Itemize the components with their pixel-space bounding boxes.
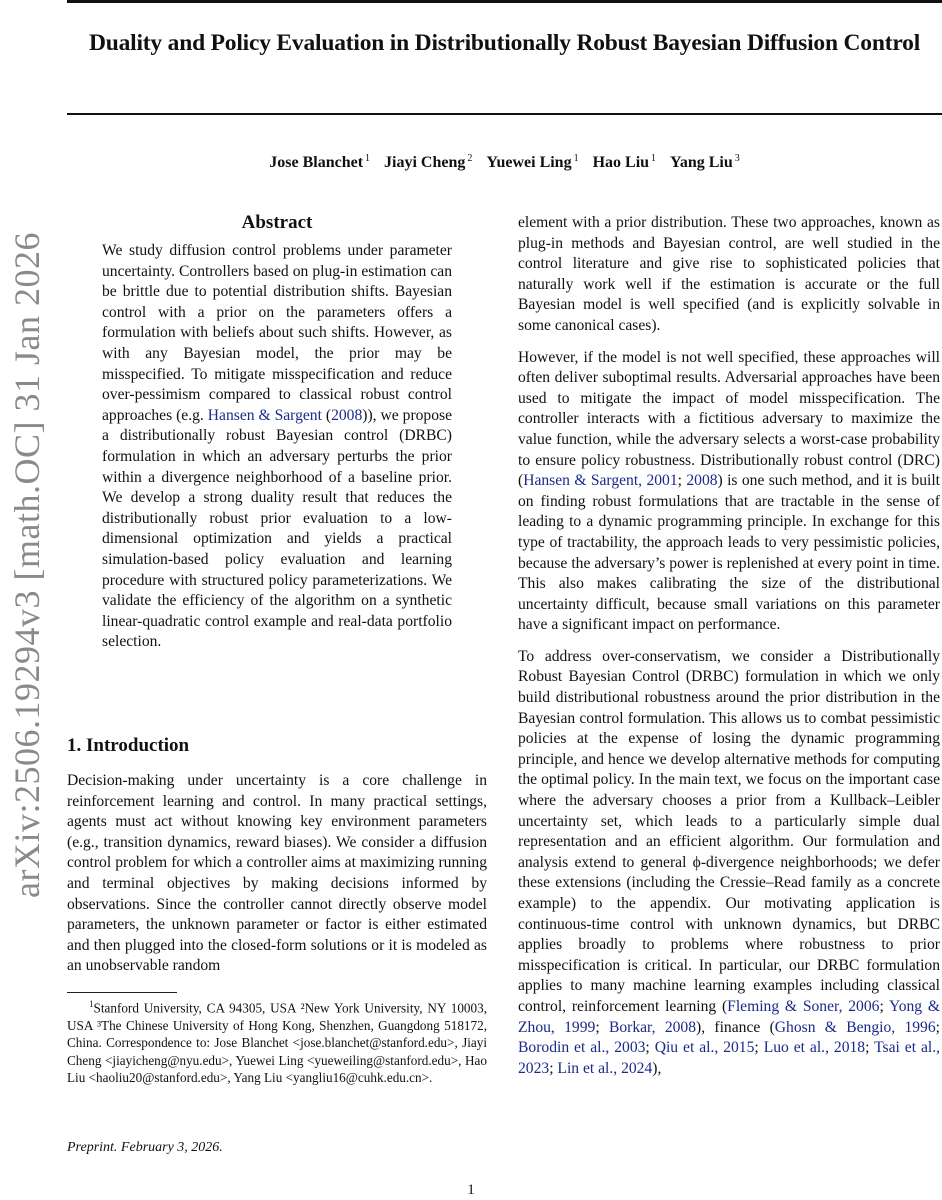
paper-title: Duality and Policy Evaluation in Distributionally Robust Bayesian Diffusion Control: [88, 30, 921, 56]
citation-link[interactable]: Ghosn & Bengio, 1996: [774, 1018, 936, 1036]
citation-link[interactable]: Fleming & Soner, 2006: [727, 997, 880, 1015]
footnote-rule: [67, 992, 177, 993]
abstract-text-part: )), we propose a distributionally robust Bayesian control (DRBC) formulation in which an adversary perturbs the prior within a divergence neighborhood of a baseline prior. We develop a strong duality result that reduces the distributionally robust prior evaluation to a low-dimensional optimization and yields a practical simulation-based policy evaluation and learning procedure with structured policy parameterizations. We validate the efficiency of the algorithm on a synthetic linear-quadratic control example and real-data portfolio selection.: [102, 406, 453, 651]
intro-paragraph: [518, 348, 940, 636]
paragraph-text: ;: [677, 472, 687, 490]
citation-link[interactable]: Borodin et al., 2003: [518, 1039, 646, 1057]
paragraph-text: ),: [652, 1059, 662, 1077]
citation-link[interactable]: 2008: [686, 472, 718, 490]
citation-link[interactable]: Yong & Zhou, 1999: [518, 997, 941, 1036]
author-name: Yuewei Ling: [486, 154, 572, 172]
abstract-text-part: We study diffusion control problems under parameter uncertainty. Controllers based on plug-in estimation can be brittle due to potential distribution shifts. Bayesian control with a prior on the parameters offers a formulation with beliefs about such shifts. However, as with any Bayesian model, the prior may be misspecified. To mitigate misspecification and reduce over-pessimism compared to classical robust control approaches (e.g.: [102, 242, 452, 424]
citation-link[interactable]: Tsai et al., 2023: [518, 1039, 941, 1077]
citation-link[interactable]: Qiu et al., 2015: [654, 1039, 755, 1057]
affiliation-marker: 3: [734, 153, 740, 164]
affiliation-marker: 2: [467, 153, 473, 164]
intro-paragraph: element with a prior distribution. These two approaches, known as plug-in methods and Bayesian control, are well studied in the control literature and give rise to sophisticated policies that naturally work well if the estimation is accurate or the full Bayesian model is well specified (and is explicitly solvable in some canonical cases).: [518, 214, 940, 334]
title-rule: [67, 113, 942, 115]
abstract-text-part: (: [321, 406, 332, 424]
citation-separator: ;: [754, 1039, 764, 1057]
abstract-section: [102, 210, 452, 664]
paragraph-text: However, if the model is not well specified, these approaches will often deliver suboptimal results. Adversarial approaches have been used to mitigate the impact of model misspecification. The controller interacts with a fictitious adversary to maximize the value function, while the adversary selects a worst-case probability to ensure policy robustness. Distributionally robust control (DRC) (: [518, 348, 940, 490]
author: [384, 154, 472, 171]
author: [486, 154, 578, 171]
citation-separator: ;: [865, 1039, 875, 1057]
section-heading-introduction: 1. Introduction: [67, 735, 190, 756]
abstract-text: [102, 241, 452, 653]
intro-paragraph: Decision-making under uncertainty is a core challenge in reinforcement learning and control. In many practical settings, agents must act without knowing key environment parameters (e.g., transition dynamics, reward biases). We consider a diffusion control problem for which a controller aims at maximizing running and terminal objectives by making decisions informed by observations. Since the controller cannot directly observe model parameters, the unknown parameter or factor is either estimated and then plugged into the closed-form solutions or it is modeled as an unobservable random: [67, 772, 487, 975]
citation-separator: ;: [595, 1018, 609, 1036]
citation-separator: ;: [935, 1018, 940, 1036]
footnote-marker: 1: [89, 999, 94, 1009]
page-number: 1: [467, 1182, 475, 1198]
citation-link[interactable]: Borkar, 2008: [608, 1018, 697, 1036]
citation-separator: ;: [645, 1039, 655, 1057]
paragraph-text: ), finance (: [696, 1018, 775, 1036]
author-name: Yang Liu: [670, 154, 733, 172]
footnote-text: Stanford University, CA 94305, USA ²New York University, NY 10003, USA ³The Chinese University of Hong Kong, Shenzhen, Guangdong 518172, China. Correspondence to: Jose Blanchet <jose.blanchet@stanford.edu>, Jiayi Cheng <jiayicheng@nyu.edu>, Yuewei Ling <yueweiling@stanford.edu>, Hao Liu <haoliu20@stanford.edu>, Yang Liu <yangliu16@cuhk.edu.cn>.: [67, 1000, 487, 1086]
affiliation-marker: 1: [365, 153, 371, 164]
citation-link[interactable]: Hansen & Sargent: [207, 406, 322, 424]
top-rule: [67, 0, 942, 3]
arxiv-stamp: [0, 232, 54, 898]
introduction-left-column: [67, 733, 487, 988]
author: [269, 154, 370, 171]
citation-separator: ;: [879, 997, 889, 1015]
introduction-right-column: [518, 213, 940, 1090]
author: [670, 154, 740, 171]
author: [593, 154, 656, 171]
affiliation-marker: 1: [651, 153, 657, 164]
abstract-heading: Abstract: [241, 212, 313, 233]
affiliation-marker: 1: [573, 153, 579, 164]
intro-paragraph: [518, 647, 940, 1079]
paragraph-text: To address over-conservatism, we consider a Distributionally Robust Bayesian Control (DRBC) formulation in which we only build distributional robustness around the prior distribution in the Bayesian control formulation. This allows us to combat pessimistic policies at the expense of losing the dynamic programming principle, and hence we develop alternative methods for computing the optimal policy. In the main text, we focus on the important case where the adversary chooses a prior from a Kullback–Leibler uncertainty set, which leads to a particularly simple dual representation and an efficient algorithm. Our formulation and analysis extend to general ϕ-divergence neighborhoods; we defer these extensions (including the Cressie–Read family as a concrete example) to the appendix. Our motivating application is continuous-time control with unknown dynamics, but DRBC applies broadly to problems where robustness to prior misspecification is critical. In particular, our DRBC formulation applies to many machine learning examples including classical control, reinforcement learning (: [518, 647, 940, 1015]
author-name: Jose Blanchet: [269, 154, 364, 172]
author-name: Hao Liu: [592, 154, 650, 172]
preprint-note: Preprint. February 3, 2026.: [67, 1140, 223, 1155]
citation-link[interactable]: Hansen & Sargent, 2001: [523, 472, 678, 490]
citation-separator: ;: [549, 1059, 558, 1077]
author-list: [67, 153, 942, 172]
citation-link[interactable]: Luo et al., 2018: [763, 1039, 866, 1057]
citation-link[interactable]: Lin et al., 2024: [557, 1059, 653, 1077]
citation-link[interactable]: 2008: [331, 406, 363, 424]
author-name: Jiayi Cheng: [384, 154, 466, 172]
paragraph-text: ) is one such method, and it is built on finding robust formulations that are tractable in the sense of leading to a dynamic programming principle. In exchange for this type of tractability, the approach leads to very pessimistic policies, because the adversary’s power is replenished at every point in time. This also makes calibrating the size of the distributional uncertainty difficult, because small variations on this parameter have a significant impact on performance.: [518, 472, 940, 634]
footnote: [67, 996, 487, 1087]
arxiv-stamp-text: arXiv:2506.19294v3 [math.OC] 31 Jan 2026: [7, 232, 47, 898]
